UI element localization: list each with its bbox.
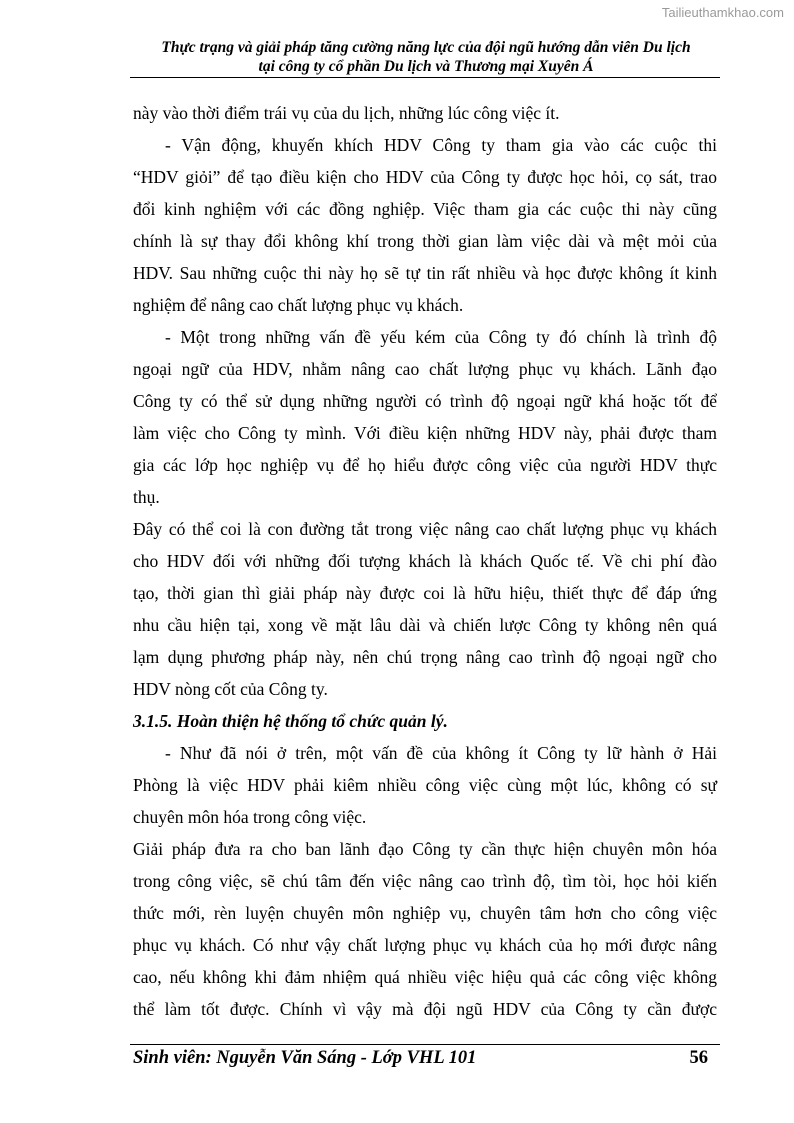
- text-line: thụ.: [133, 487, 160, 507]
- text-line: Giải pháp đưa ra cho ban lãnh đạo Công ty cần thực hiện chuyên môn hóa: [133, 839, 717, 859]
- page-header: [133, 38, 719, 76]
- text-line: này vào thời điểm trái vụ của du lịch, những lúc công việc ít.: [133, 103, 560, 123]
- text-line: cao, nếu không khi đảm nhiệm quá nhiều việc hiệu quả các công việc không: [133, 967, 717, 987]
- text-line: trong công việc, sẽ chú tâm đến việc nâng cao trình độ, tìm tòi, học hỏi kiến: [133, 871, 717, 891]
- page-number: 56: [689, 1048, 708, 1068]
- text-line: làm việc cho Công ty mình. Với điều kiện những HDV này, phải được tham: [133, 423, 717, 443]
- text-line: Công ty có thể sử dụng những người có trình độ ngoại ngữ khá hoặc tốt để: [133, 391, 717, 411]
- text-line: gia các lớp học nghiệp vụ để họ hiểu được công việc của người HDV thực: [133, 455, 717, 475]
- text-line: thể làm tốt được. Chính vì vậy mà đội ngũ HDV của Công ty cần được: [133, 999, 717, 1019]
- text-line: - Vận động, khuyến khích HDV Công ty tham gia vào các cuộc thi: [165, 135, 717, 155]
- text-line: phục vụ khách. Có như vậy chất lượng phục vụ khách của họ mới được nâng: [133, 935, 717, 955]
- page-footer: [133, 1046, 708, 1070]
- text-line: Phòng là việc HDV phải kiêm nhiều công việc cùng một lúc, không có sự: [133, 775, 717, 795]
- footer-student: Sinh viên: Nguyễn Văn Sáng - Lớp VHL 101: [133, 1048, 477, 1068]
- header-title-line-2: tại công ty cổ phần Du lịch và Thương mại Xuyên Á: [258, 58, 594, 75]
- footer-divider: [130, 1044, 720, 1045]
- text-line: thức mới, rèn luyện chuyên môn nghiệp vụ, chuyên tâm hơn cho công việc: [133, 903, 717, 923]
- text-line: chuyên môn hóa trong công việc.: [133, 807, 367, 827]
- document-body: [133, 97, 717, 1025]
- text-line: Đây có thể coi là con đường tắt trong việc nâng cao chất lượng phục vụ khách: [133, 519, 717, 539]
- header-title-line-1: Thực trạng và giải pháp tăng cường năng lực của đội ngũ hướng dẫn viên Du lịch: [161, 39, 691, 56]
- text-line: đổi kinh nghiệm với các đồng nghiệp. Việc tham gia các cuộc thi này cũng: [133, 199, 717, 219]
- text-line: lạm dụng phương pháp này, nên chú trọng nâng cao trình độ ngoại ngữ cho: [133, 647, 717, 667]
- text-line: “HDV giỏi” để tạo điều kiện cho HDV của Công ty được học hỏi, cọ sát, trao: [133, 167, 717, 187]
- text-line: HDV. Sau những cuộc thi này họ sẽ tự tin rất nhiều và học được không ít kinh: [133, 263, 717, 283]
- text-line: - Một trong những vấn đề yếu kém của Công ty đó chính là trình độ: [165, 327, 717, 347]
- text-line: nhu cầu hiện tại, xong về mặt lâu dài và chiến lược Công ty không nên quá: [133, 615, 717, 635]
- section-heading: 3.1.5. Hoàn thiện hệ thống tổ chức quản lý.: [133, 711, 448, 731]
- text-line: chính là sự thay đổi không khí trong thời gian làm việc dài và mệt mỏi của: [133, 231, 717, 251]
- text-line: tạo, thời gian thì giải pháp này được coi là hữu hiệu, thiết thực để đáp ứng: [133, 583, 717, 603]
- text-line: cho HDV đối với những đối tượng khách là khách Quốc tế. Về chi phí đào: [133, 551, 717, 571]
- watermark: Tailieuthamkhao.com: [661, 5, 784, 20]
- text-line: - Như đã nói ở trên, một vấn đề của không ít Công ty lữ hành ở Hải: [165, 743, 717, 763]
- text-line: HDV nòng cốt của Công ty.: [133, 679, 328, 699]
- text-line: ngoại ngữ của HDV, nhằm nâng cao chất lượng phục vụ khách. Lãnh đạo: [133, 359, 717, 379]
- text-line: nghiệm để nâng cao chất lượng phục vụ khách.: [133, 295, 464, 315]
- header-divider: [130, 77, 720, 78]
